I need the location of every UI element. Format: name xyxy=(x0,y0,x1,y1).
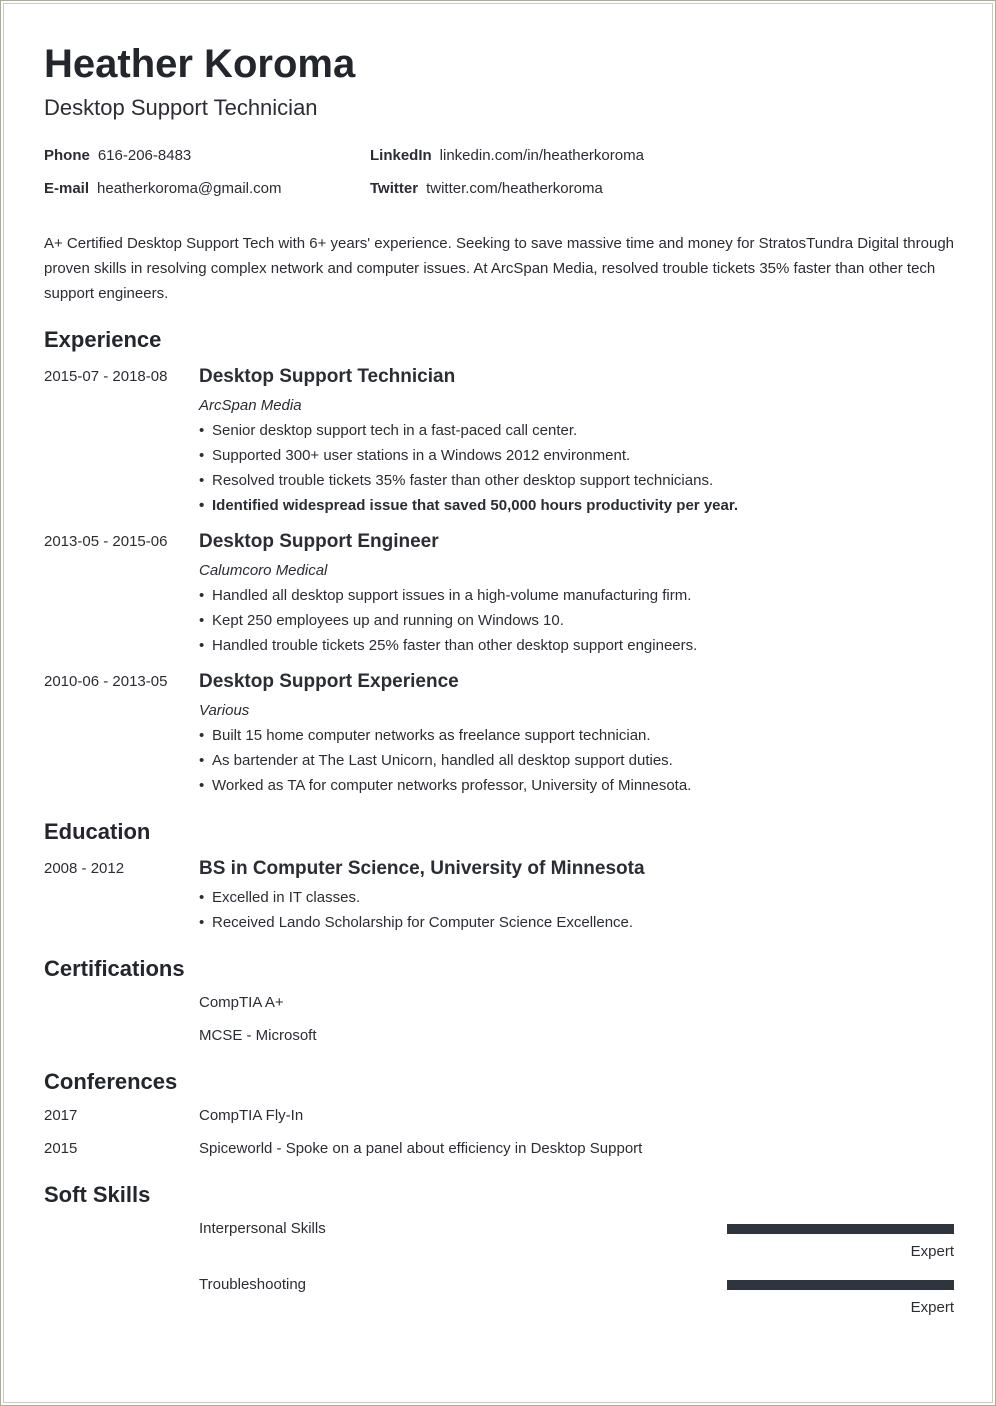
job-bullet xyxy=(199,446,630,466)
job-company: Calumcoro Medical xyxy=(199,562,328,579)
job-title: Desktop Support Engineer xyxy=(199,531,439,552)
conference-year: 2017 xyxy=(44,1107,78,1124)
conference-name: CompTIA Fly-In xyxy=(199,1107,304,1124)
bullet-text: Identified widespread issue that saved 50,000 hours productivity per year. xyxy=(212,497,739,514)
bullet-text: Senior desktop support tech in a fast-paced call center. xyxy=(212,422,578,439)
certifications-heading: Certifications xyxy=(44,956,185,981)
twitter-label: Twitter xyxy=(370,180,419,197)
bullet-text: Excelled in IT classes. xyxy=(212,889,361,906)
bullet-icon: • xyxy=(199,422,205,439)
skill-level-label: Expert xyxy=(910,1299,954,1316)
skill-level-label: Expert xyxy=(910,1243,954,1260)
bullet-icon: • xyxy=(199,497,205,514)
summary-text: A+ Certified Desktop Support Tech with 6+ years' experience. Seeking to save massive time and money for StratosTundra Digital through proven skills in resolving complex network and computer issues. At ArcSpan Media, resolved trouble tickets 35% faster than other tech support engineers. xyxy=(44,235,954,302)
candidate-name: Heather Koroma xyxy=(44,42,356,86)
phone-label: Phone xyxy=(44,147,90,164)
bullet-icon: • xyxy=(199,612,205,629)
job-bullet xyxy=(199,421,577,441)
bullet-text: Kept 250 employees up and running on Windows 10. xyxy=(212,612,564,629)
job-title: Desktop Support Technician xyxy=(199,366,456,387)
job-dates: 2010-06 - 2013-05 xyxy=(44,673,168,690)
job-bullet xyxy=(199,636,697,656)
job-bullet xyxy=(199,586,691,606)
job-bullet xyxy=(199,611,564,631)
bullet-icon: • xyxy=(199,752,205,769)
job-bullet xyxy=(199,726,651,746)
skill-level-bar xyxy=(727,1280,954,1290)
bullet-text: Handled trouble tickets 25% faster than other desktop support engineers. xyxy=(212,637,698,654)
education-degree: BS in Computer Science, University of Minnesota xyxy=(199,858,645,879)
job-bullet-highlight xyxy=(199,496,738,516)
bullet-icon: • xyxy=(199,472,205,489)
phone-value: 616-206-8483 xyxy=(97,147,192,164)
contact-twitter xyxy=(370,179,603,199)
conference-name: Spiceworld - Spoke on a panel about efficiency in Desktop Support xyxy=(199,1140,643,1157)
bullet-text: Supported 300+ user stations in a Windows 2012 environment. xyxy=(212,447,631,464)
bullet-text: Handled all desktop support issues in a high-volume manufacturing firm. xyxy=(212,587,692,604)
education-dates: 2008 - 2012 xyxy=(44,860,125,877)
certification-item: CompTIA A+ xyxy=(199,994,284,1011)
bullet-icon: • xyxy=(199,727,205,744)
experience-heading: Experience xyxy=(44,327,162,352)
contact-email xyxy=(44,179,281,199)
linkedin-label: LinkedIn xyxy=(370,147,432,164)
bullet-text: Received Lando Scholarship for Computer Science Excellence. xyxy=(212,914,634,931)
email-label: E-mail xyxy=(44,180,90,197)
skill-level-bar xyxy=(727,1224,954,1234)
bullet-icon: • xyxy=(199,587,205,604)
conferences-heading: Conferences xyxy=(44,1069,178,1094)
email-value[interactable]: heatherkoroma@gmail.com xyxy=(97,180,282,197)
soft-skills-heading: Soft Skills xyxy=(44,1182,151,1207)
job-title: Desktop Support Experience xyxy=(199,671,459,692)
job-company: ArcSpan Media xyxy=(199,397,302,414)
certification-item: MCSE - Microsoft xyxy=(199,1027,317,1044)
bullet-icon: • xyxy=(199,637,205,654)
skill-name: Troubleshooting xyxy=(199,1276,307,1293)
job-company: Various xyxy=(199,702,250,719)
bullet-text: As bartender at The Last Unicorn, handled all desktop support duties. xyxy=(212,752,673,769)
bullet-icon: • xyxy=(199,777,205,794)
bullet-icon: • xyxy=(199,447,205,464)
education-bullet xyxy=(199,888,360,908)
education-bullet xyxy=(199,913,633,933)
job-bullet xyxy=(199,471,713,491)
bullet-icon: • xyxy=(199,914,205,931)
conference-year: 2015 xyxy=(44,1140,78,1157)
contact-linkedin xyxy=(370,146,644,166)
contact-phone xyxy=(44,146,191,166)
job-bullet xyxy=(199,776,691,796)
bullet-icon: • xyxy=(199,889,205,906)
bullet-text: Built 15 home computer networks as freelance support technician. xyxy=(212,727,651,744)
bullet-text: Resolved trouble tickets 35% faster than other desktop support technicians. xyxy=(212,472,714,489)
bullet-text: Worked as TA for computer networks professor, University of Minnesota. xyxy=(212,777,692,794)
skill-name: Interpersonal Skills xyxy=(199,1220,326,1237)
candidate-title: Desktop Support Technician xyxy=(44,95,318,120)
job-dates: 2013-05 - 2015-06 xyxy=(44,533,168,550)
education-heading: Education xyxy=(44,819,151,844)
twitter-value[interactable]: twitter.com/heatherkoroma xyxy=(426,180,603,197)
linkedin-value[interactable]: linkedin.com/in/heatherkoroma xyxy=(439,147,644,164)
job-bullet xyxy=(199,751,673,771)
job-dates: 2015-07 - 2018-08 xyxy=(44,368,168,385)
